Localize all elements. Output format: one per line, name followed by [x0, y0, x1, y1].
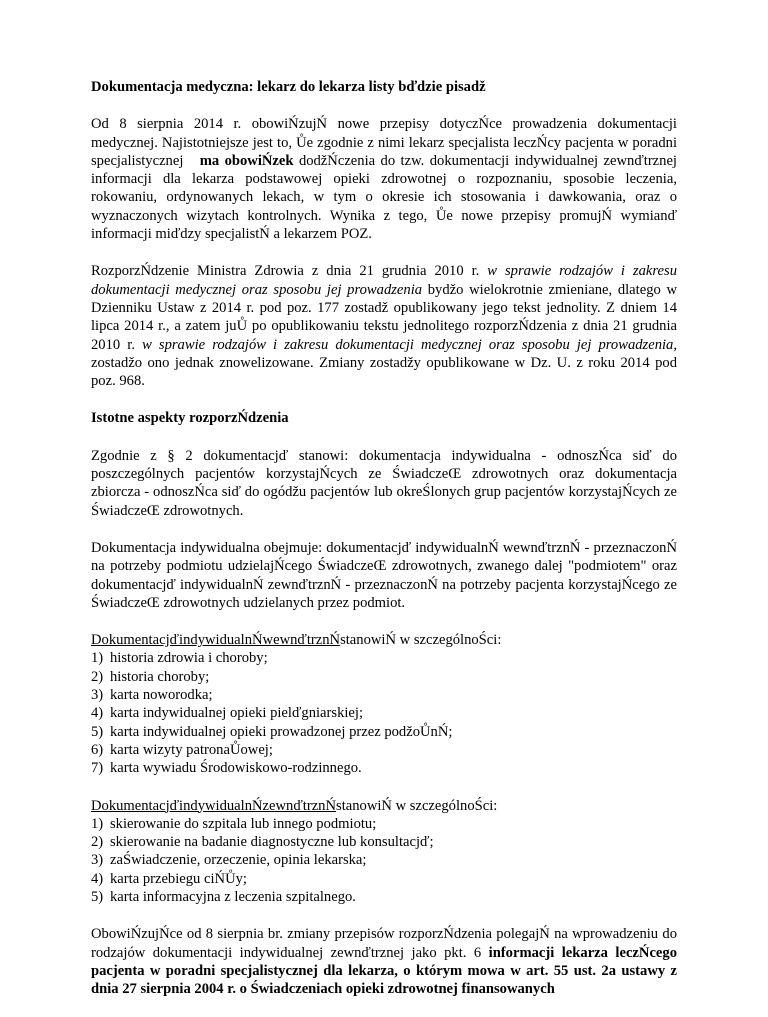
- list-item: [91, 759, 677, 777]
- list-item-number: 7): [91, 760, 104, 777]
- list-item-text: karta indywidualnej opieki prowadzonej przez poǆoŮnŃ;: [110, 723, 453, 740]
- list-item: [91, 723, 677, 741]
- list-item: [91, 888, 677, 906]
- list-item-text: karta informacyjna z leczenia szpitalnego.: [110, 888, 356, 905]
- paragraph-changes-text: ObowiŃzujŃce od 8 sierpnia br. zmiany przepisów rozporzŃdzenia polegajŃ na wprowadzeniu do rodzajów dokumentacji indywidualnej zewnďtrznej jako pkt. 6: [91, 926, 677, 961]
- paragraph-changes: [91, 925, 677, 998]
- list-item: [91, 815, 677, 833]
- external-docs-list: [91, 797, 677, 907]
- list-item-number: 2): [91, 668, 104, 685]
- list-item-text: karta przebiegu ciŃŮy;: [110, 870, 247, 887]
- list-item-text: karta wizyty patronaŮowej;: [110, 741, 273, 758]
- external-docs-heading-underlined: DokumentacjďindywidualnŃzewnďtrznŃ: [91, 797, 337, 814]
- list-item: [91, 870, 677, 888]
- list-item-number: 5): [91, 888, 104, 905]
- list-item-text: karta wywiadu Środowiskowo-rodzinnego.: [110, 760, 362, 777]
- paragraph-section2: Zgodnie z § 2 dokumentacjď stanowi: dokumentacja indywidualna - odnoszŃca siď do poszczególnych pacjentów korzystajŃcych ze ŚwiadczeŒ zdrowotnych oraz dokumentacja zbiorcza - odnoszŃca siď do ogóǆu pacjentów lub okreŚlonych grup pacjentów korzystajŃcych ze ŚwiadczeŒ zdrowotnych.: [91, 447, 677, 519]
- list-item-text: historia choroby;: [110, 668, 210, 685]
- paragraph-regulation-title-italic: w sprawie rodzajów i zakresu dokumentacji medycznej oraz sposobu jej prowadzenia: [91, 263, 677, 298]
- internal-docs-heading-underlined: DokumentacjďindywidualnŃwewnďtrznŃ: [91, 632, 341, 649]
- list-item-text: historia zdrowia i choroby;: [110, 650, 268, 667]
- external-docs-list-heading: [91, 797, 677, 815]
- section-heading: Istotne aspekty rozporzŃdzenia: [91, 410, 289, 427]
- list-item-number: 1): [91, 815, 104, 832]
- list-item: [91, 851, 677, 869]
- paragraph-intro-bold: ma obowiŃzek: [199, 152, 294, 169]
- list-item-text: karta noworodka;: [110, 687, 213, 704]
- internal-docs-list-heading: [91, 631, 677, 649]
- list-item-number: 1): [91, 650, 104, 667]
- list-item: [91, 833, 677, 851]
- list-item-number: 5): [91, 723, 104, 740]
- external-docs-heading-rest: stanowiŃ w szczególnoŚci:: [336, 797, 498, 814]
- paragraph-individual-docs: Dokumentacja indywidualna obejmuje: dokumentacjď indywidualnŃ wewnďtrznŃ - przeznaczonŃ na potrzeby podmiotu udzielajŃcego ŚwiadczeŒ zdrowotnych, zwanego dalej "podmiotem" oraz dokumentacjď indywidualnŃ zewnďtrznŃ - przeznaczonŃ na potrzeby pacjenta korzystajŃcego ze ŚwiadczeŒ zdrowotnych udzielanych przez podmiot.: [91, 539, 677, 611]
- list-item-number: 2): [91, 834, 104, 851]
- list-item: [91, 704, 677, 722]
- paragraph-regulation-c: byǆo wielokrotnie zmieniane, dlatego w Dzienniku Ustaw z 2014 r. pod poz. 177 zostaǆ opublikowany jego tekst jednolity. Z dniem 14 lipca 2014 r., a zatem juŮ po opublikowaniu tekstu jednolitego rozporzŃdzenia z dnia 21 grudnia 2010 r.: [91, 281, 678, 353]
- paragraph-intro: [91, 115, 677, 243]
- paragraph-regulation-e: zostaǆo ono jednak znowelizowane. Zmiany zostaǆy opublikowane w Dz. U. z roku 2014 pod poz. 968.: [91, 354, 677, 390]
- paragraph-changes-bold: informacji lekarza leczŃcego pacjenta w poradni specjalistycznej dla lekarza, o którym mowa w art. 55 ust. 2a ustawy z dnia 27 sierpnia 2004 r. o Świadczeniach opieki zdrowotnej finansowanych: [91, 944, 677, 998]
- list-item: [91, 649, 677, 667]
- paragraph-regulation: [91, 262, 677, 390]
- paragraph-regulation-title-italic-2: w sprawie rodzajów i zakresu dokumentacji medycznej oraz sposobu jej prowadzenia,: [142, 336, 678, 353]
- list-item-text: karta indywidualnej opieki pielďgniarskiej;: [110, 705, 364, 722]
- internal-docs-heading-rest: stanowiŃ w szczególnoŚci:: [340, 632, 502, 649]
- list-item-number: 3): [91, 852, 104, 869]
- list-item-number: 3): [91, 687, 104, 704]
- list-item: [91, 686, 677, 704]
- internal-docs-list: [91, 631, 677, 777]
- list-item-number: 4): [91, 705, 104, 722]
- list-item: [91, 741, 677, 759]
- list-item: [91, 668, 677, 686]
- list-item-number: 6): [91, 741, 104, 758]
- list-item-text: skierowanie do szpitala lub innego podmiotu;: [110, 815, 377, 832]
- paragraph-intro-text: Od 8 sierpnia 2014 r. obowiŃzujŃ nowe przepisy dotyczŃce prowadzenia dokumentacji medycznej. Najistotniejsze jest to, Ůe zgodnie z nimi lekarz specjalista leczŃcy pacjenta w poradni specjalistycznej: [91, 116, 677, 169]
- paragraph-intro-cont: doǆŃczenia do tzw. dokumentacji indywidualnej zewnďtrznej informacji dla lekarza podstawowej opieki zdrowotnej o rozpoznaniu, sposobie leczenia, rokowaniu, ordynowanych lekach, w tym o okresie ich stosowania i dawkowania, oraz o wyznaczonych wizytach kontrolnych. Wynika z tego, Ůe nowe przepisy promujŃ wymianď informacji miďdzy specjalistŃ a lekarzem POZ.: [91, 152, 677, 243]
- list-item-number: 4): [91, 870, 104, 887]
- paragraph-regulation-a: RozporzŃdzenie Ministra Zdrowia z dnia 21 grudnia 2010 r.: [91, 263, 480, 280]
- document-page: [91, 78, 677, 1017]
- list-item-text: skierowanie na badanie diagnostyczne lub konsultacjď;: [110, 834, 434, 851]
- list-item-text: zaŚwiadczenie, orzeczenie, opinia lekarska;: [110, 852, 367, 869]
- document-title: Dokumentacja medyczna: lekarz do lekarza listy bďdzie pisaǆ: [91, 79, 486, 95]
